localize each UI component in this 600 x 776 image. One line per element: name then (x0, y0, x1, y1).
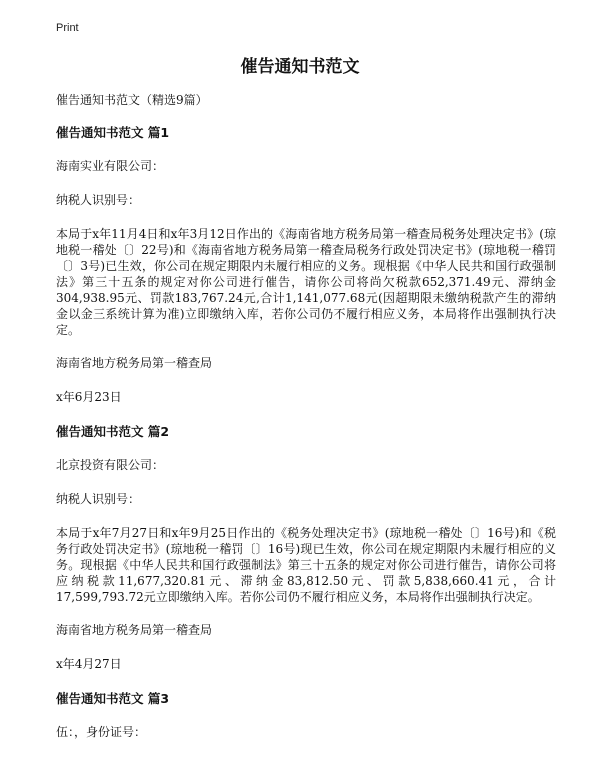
document-body (56, 92, 556, 758)
article-body: 本局于x年7月27日和x年9月25日作出的《税务处理决定书》(琼地税一稽处〔〕16号)和《税务行政处罚决定书》(琼地税一稽罚〔〕16号)现已生效，你公司在规定期限内未履行相应的义务。现根据《中华人民共和国行政强制法》第三十五条的规定对你公司进行催告，请你公司将应纳税款11,677,320.81元、滞纳金83,812.50元、罚款5,838,660.41元，合计17,599,793.72元立即缴纳入库。若你公司仍不履行相应义务，本局将作出强制执行决定。 (56, 526, 556, 604)
article-heading: 催告通知书范文 篇2 (56, 424, 170, 439)
page-title: 催告通知书范文 (240, 57, 360, 77)
article-issuer: 海南省地方税务局第一稽查局 (56, 356, 213, 370)
article-recipient: 海南实业有限公司： (56, 159, 165, 173)
article-heading: 催告通知书范文 篇1 (56, 125, 170, 140)
article-issuer: 海南省地方税务局第一稽查局 (56, 623, 213, 637)
article-recipient: 伍：，身份证号： (56, 725, 147, 739)
article-taxpayer-id: 纳税人识别号： (56, 492, 141, 506)
article-heading: 催告通知书范文 篇3 (56, 691, 170, 706)
print-label: Print (56, 22, 79, 34)
article-recipient: 北京投资有限公司： (56, 458, 165, 472)
article-date: x年4月27日 (56, 657, 122, 671)
document-subtitle: 催告通知书范文（精选9篇） (56, 93, 208, 107)
article-body: 本局于x年11月4日和x年3月12日作出的《海南省地方税务局第一稽查局税务处理决定书》(琼地税一稽处〔〕22号)和《海南省地方税务局第一稽查局税务行政处罚决定书》(琼地税一稽罚〔〕3号)已生效，你公司在规定期限内未履行相应的义务。现根据《中华人民共和国行政强制法》第三十五条的规定对你公司进行催告，请你公司将尚欠税款652,371.49元、滞纳金304,938.95元、罚款183,767.24元,合计1,141,077.68元(因超期限未缴纳税款产生的滞纳金以金三系统计算为准)立即缴纳入库，若你公司仍不履行相应义务，本局将作出强制执行决定。 (56, 227, 556, 337)
article-taxpayer-id: 纳税人识别号： (56, 193, 141, 207)
article-date: x年6月23日 (56, 390, 122, 404)
